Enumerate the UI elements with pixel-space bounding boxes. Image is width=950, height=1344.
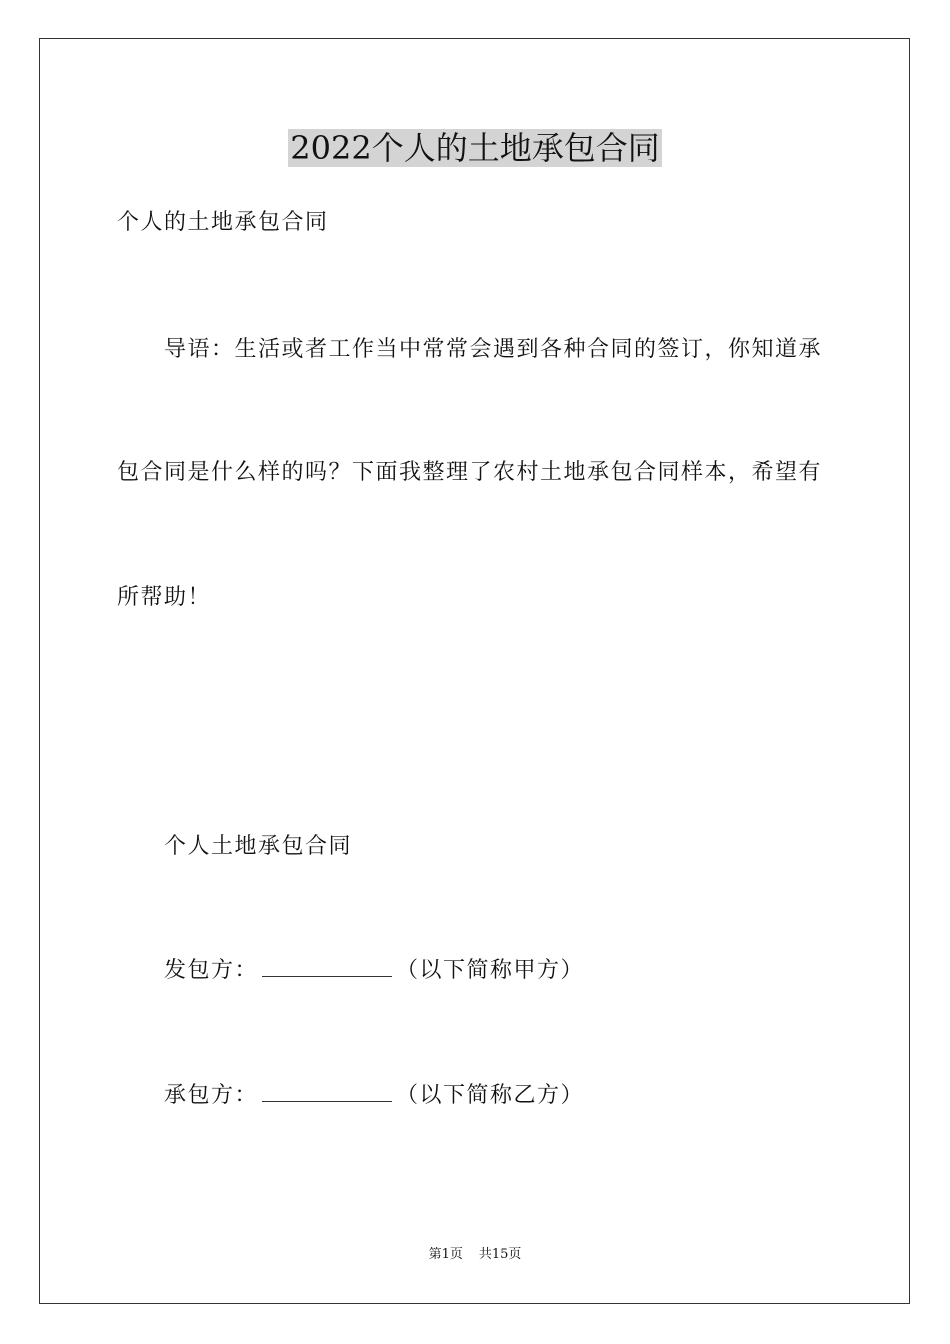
intro-line-3: 所帮助！	[117, 585, 212, 610]
party-contractor-note: （以下简称乙方）	[396, 1083, 585, 1108]
party-employer-note: （以下简称甲方）	[396, 958, 585, 983]
party-employer-row	[164, 956, 584, 986]
party-contractor-row	[164, 1081, 584, 1111]
intro-line-2: 包合同是什么样的吗？下面我整理了农村土地承包合同样本，希望有	[117, 460, 823, 485]
document-title	[0, 126, 950, 170]
party-contractor-blank	[262, 1083, 392, 1102]
party-employer-blank	[262, 958, 392, 977]
intro-line-1: 导语：生活或者工作当中常常会遇到各种合同的签订，你知道承	[164, 337, 823, 362]
document-subtitle: 个人的土地承包合同	[117, 210, 329, 235]
party-contractor-label: 承包方：	[164, 1083, 259, 1108]
party-employer-label: 发包方：	[164, 958, 259, 983]
document-title-text: 2022个人的土地承包合同	[290, 129, 660, 167]
page-footer	[0, 1246, 950, 1264]
page-number: 第1页	[428, 1247, 463, 1262]
contract-heading: 个人土地承包合同	[164, 834, 353, 859]
total-pages: 共15页	[478, 1247, 522, 1262]
